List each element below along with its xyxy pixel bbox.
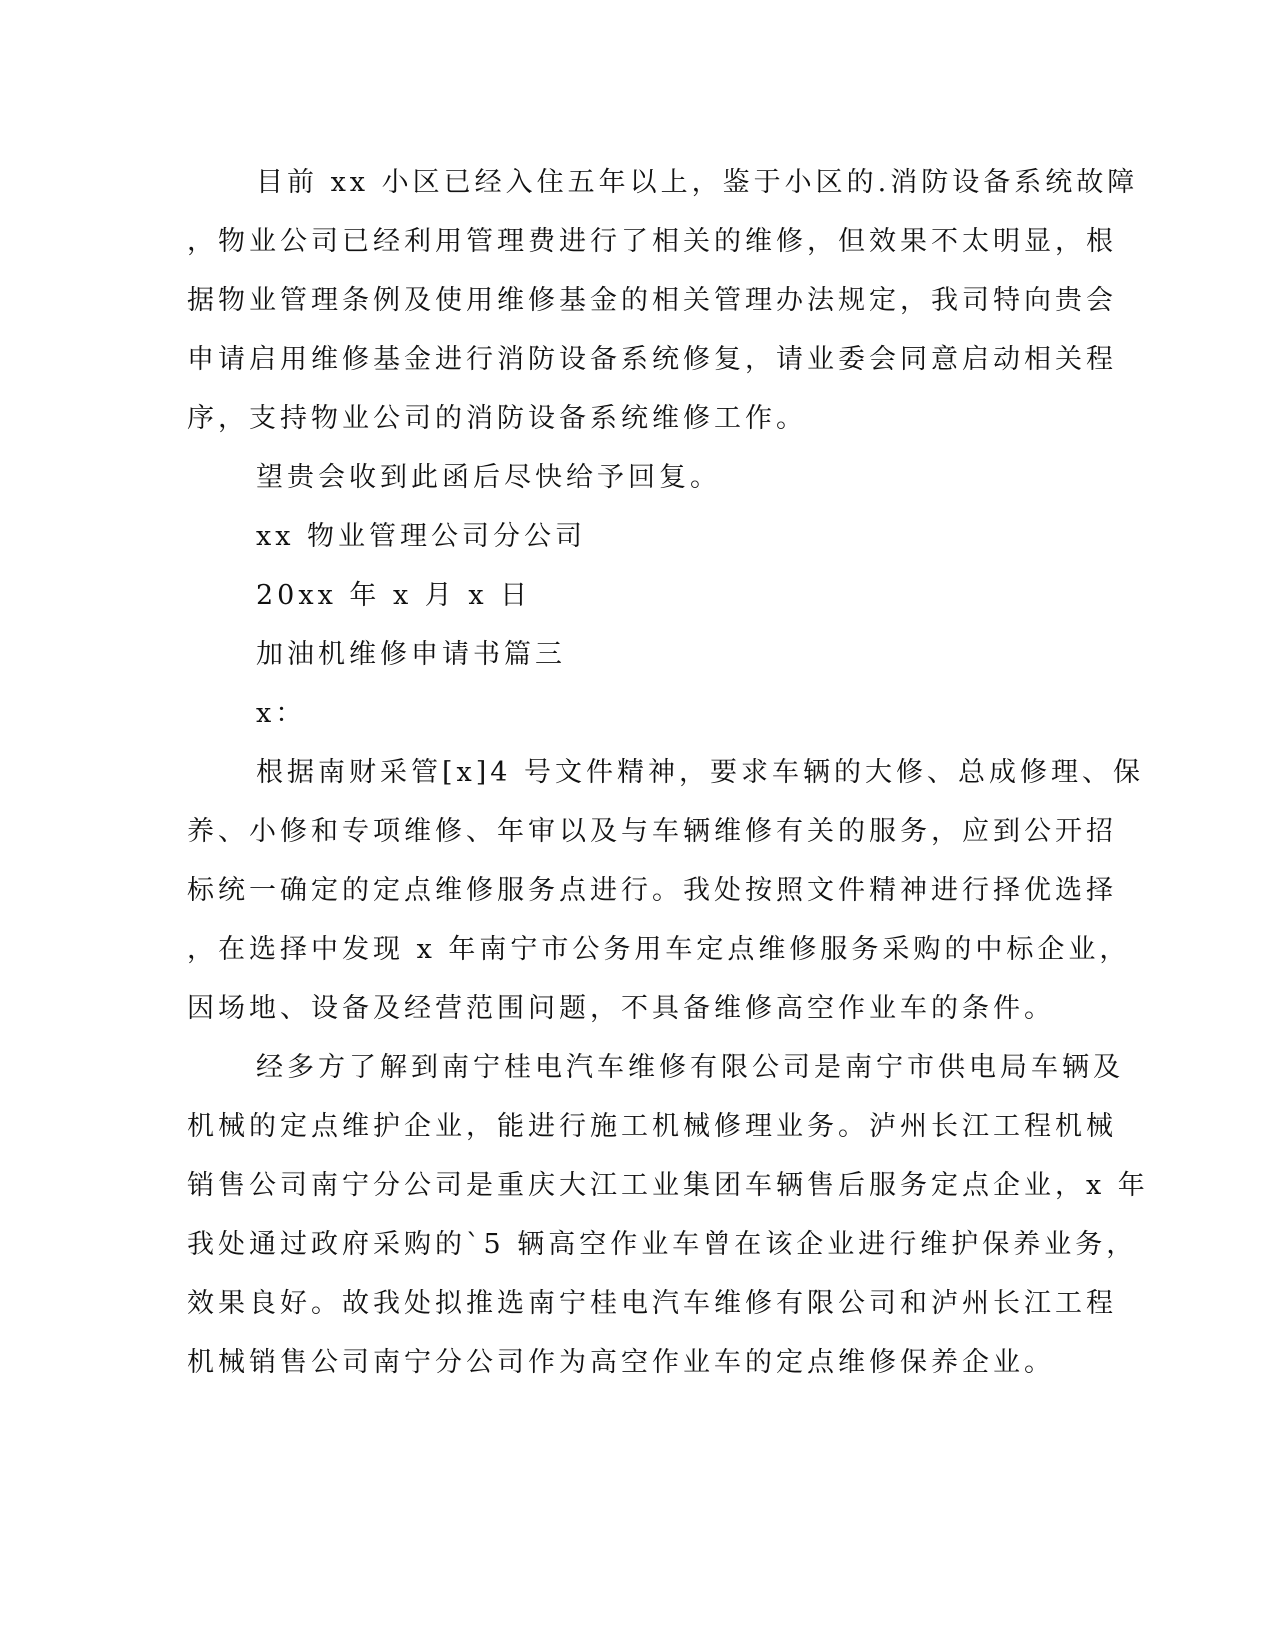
paragraph-1-line-3: 据物业管理条例及使用维修基金的相关管理办法规定，我司特向贵会 <box>187 285 1117 316</box>
paragraph-2-line-3: 标统一确定的定点维修服务点进行。我处按照文件精神进行择优选择 <box>187 875 1117 906</box>
section-title: 加油机维修申请书篇三 <box>256 639 566 670</box>
paragraph-1-line-5: 序，支持物业公司的消防设备系统维修工作。 <box>187 403 807 434</box>
salutation-line: x： <box>256 698 307 729</box>
request-reply-line: 望贵会收到此函后尽快给予回复。 <box>256 462 721 493</box>
paragraph-2-line-5: 因场地、设备及经营范围问题，不具备维修高空作业车的条件。 <box>187 993 1055 1024</box>
paragraph-3-line-1: 经多方了解到南宁桂电汽车维修有限公司是南宁市供电局车辆及 <box>256 1052 1124 1083</box>
paragraph-3-line-3: 销售公司南宁分公司是重庆大江工业集团车辆售后服务定点企业，x 年 <box>187 1170 1149 1201</box>
paragraph-3-line-2: 机械的定点维护企业，能进行施工机械修理业务。泸州长江工程机械 <box>187 1111 1117 1142</box>
paragraph-3-line-6: 机械销售公司南宁分公司作为高空作业车的定点维修保养企业。 <box>187 1347 1055 1378</box>
paragraph-3-line-4: 我处通过政府采购的`5 辆高空作业车曾在该企业进行维护保养业务， <box>187 1229 1138 1260</box>
date-line: 20xx 年 x 月 x 日 <box>256 580 532 611</box>
paragraph-1-line-4: 申请启用维修基金进行消防设备系统修复，请业委会同意启动相关程 <box>187 344 1117 375</box>
paragraph-1-line-2: ，物业公司已经利用管理费进行了相关的维修，但效果不太明显，根 <box>187 226 1117 257</box>
paragraph-2-line-4: ，在选择中发现 x 年南宁市公务用车定点维修服务采购的中标企业， <box>187 934 1131 965</box>
paragraph-1-line-1: 目前 xx 小区已经入住五年以上，鉴于小区的.消防设备系统故障 <box>256 167 1139 198</box>
paragraph-2-line-1: 根据南财采管[x]4 号文件精神，要求车辆的大修、总成修理、保 <box>256 757 1145 788</box>
paragraph-3-line-5: 效果良好。故我处拟推选南宁桂电汽车维修有限公司和泸州长江工程 <box>187 1288 1117 1319</box>
sender-company-line: xx 物业管理公司分公司 <box>256 521 587 552</box>
paragraph-2-line-2: 养、小修和专项维修、年审以及与车辆维修有关的服务，应到公开招 <box>187 816 1117 847</box>
